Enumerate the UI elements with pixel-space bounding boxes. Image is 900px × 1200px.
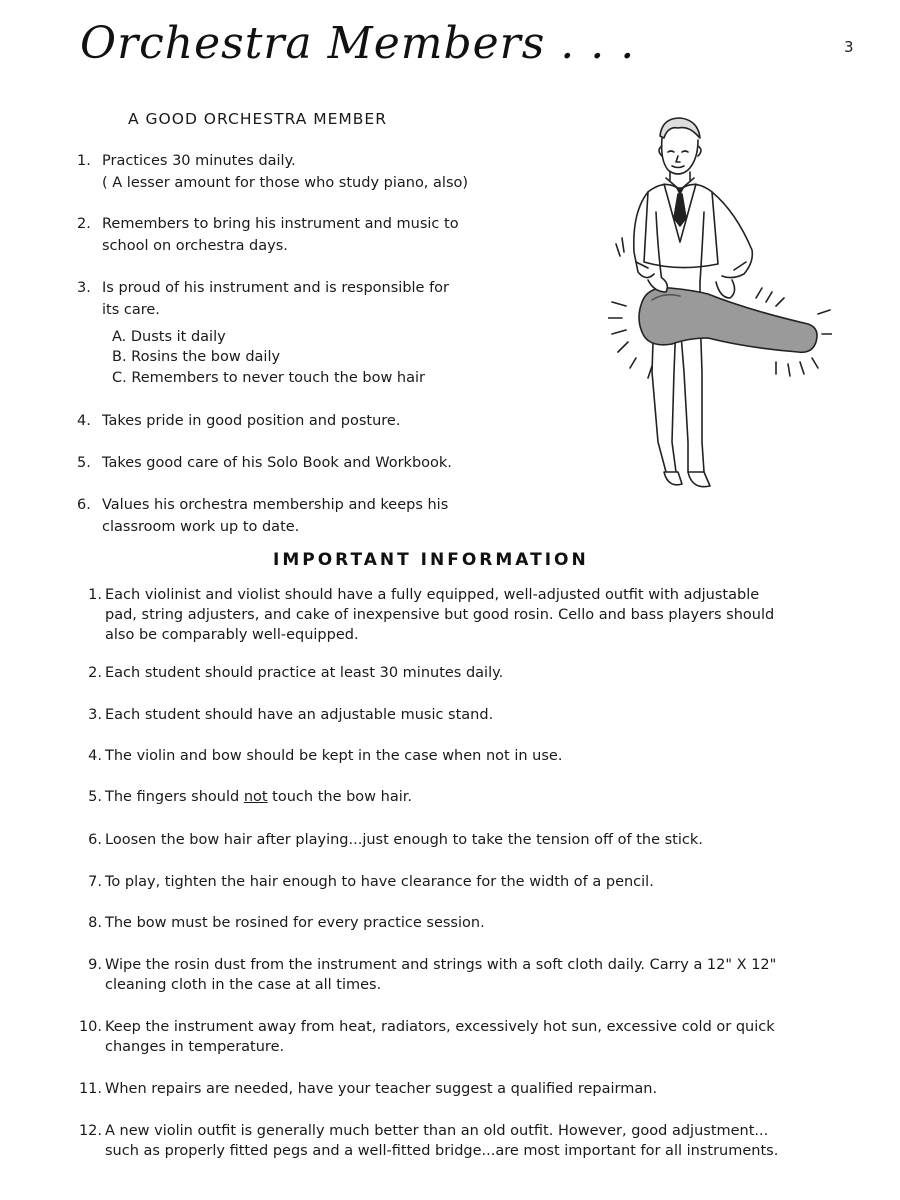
item-number: 6.: [88, 832, 102, 848]
item-number: 9.: [88, 957, 102, 973]
item-number: 5.: [77, 455, 91, 471]
item-number: 2.: [88, 665, 102, 681]
list-item: [79, 1017, 859, 1059]
list-item: [77, 278, 597, 322]
list-item: [79, 830, 859, 852]
item-text: changes in temperature.: [105, 1039, 285, 1055]
item-text-after: touch the bow hair.: [267, 789, 412, 805]
item-text: Remembers to bring his instrument and music to: [102, 216, 459, 232]
list-item: [79, 663, 859, 685]
item-number: 2.: [77, 216, 91, 232]
list-item: [79, 746, 859, 768]
item-text: school on orchestra days.: [102, 238, 288, 254]
item-text: its care.: [102, 302, 160, 318]
list-item: [79, 955, 859, 997]
list-item: [77, 151, 597, 195]
list-item: [77, 495, 597, 539]
item-text: To play, tighten the hair enough to have clearance for the width of a pencil.: [105, 874, 654, 890]
list-item: [79, 872, 859, 894]
list-item: [77, 453, 597, 475]
item-text-before: The fingers should: [105, 789, 244, 805]
item-text: ( A lesser amount for those who study piano, also): [102, 175, 469, 191]
item-text: Takes pride in good position and posture.: [102, 413, 401, 429]
item-text: Keep the instrument away from heat, radiators, excessively hot sun, excessive cold or quick: [105, 1019, 775, 1035]
item-text: such as properly fitted pegs and a well-fitted bridge...are most important for all instruments.: [105, 1143, 779, 1159]
item-text: Wipe the rosin dust from the instrument and strings with a soft cloth daily. Carry a 12" X 12": [105, 957, 777, 973]
list-item: [77, 214, 597, 258]
item-number: 7.: [88, 874, 102, 890]
item-number: 8.: [88, 915, 102, 931]
item-number: 4.: [77, 413, 91, 429]
item-text: [105, 787, 412, 807]
item-number: 11.: [78, 1081, 102, 1097]
list-item: [77, 411, 597, 433]
item-number: 3.: [77, 280, 91, 296]
item-text: Loosen the bow hair after playing...just enough to take the tension off of the stick.: [105, 832, 703, 848]
item-number: 1.: [77, 153, 91, 169]
page-number: 3: [844, 38, 854, 56]
item-text: The bow must be rosined for every practice session.: [105, 915, 485, 931]
care-subitem: B. Rosins the bow daily: [112, 349, 281, 365]
item-text: Each student should practice at least 30 minutes daily.: [105, 665, 504, 681]
important-heading: IMPORTANT INFORMATION: [273, 550, 589, 570]
item-number: 1.: [88, 587, 102, 603]
item-number: 5.: [88, 789, 102, 805]
care-subitem: A. Dusts it daily: [112, 329, 226, 345]
item-text: pad, string adjusters, and cake of inexpensive but good rosin. Cello and bass players should: [105, 607, 775, 623]
list-item: [79, 585, 859, 647]
item-text: Each student should have an adjustable music stand.: [105, 707, 494, 723]
item-text: Is proud of his instrument and is responsible for: [102, 280, 450, 296]
list-item: [79, 1079, 859, 1101]
item-text: The violin and bow should be kept in the case when not in use.: [105, 748, 563, 764]
item-text: Values his orchestra membership and keeps his: [102, 497, 449, 513]
item-text: When repairs are needed, have your teacher suggest a qualified repairman.: [105, 1081, 658, 1097]
item-text: Practices 30 minutes daily.: [102, 153, 296, 169]
good-member-heading: A GOOD ORCHESTRA MEMBER: [128, 110, 387, 128]
page-title: Orchestra Members . . .: [80, 18, 636, 69]
orchestra-member-illustration: [608, 112, 832, 502]
item-text: Takes good care of his Solo Book and Workbook.: [102, 455, 452, 471]
list-item: [79, 913, 859, 935]
emphasis-not: not: [243, 789, 268, 805]
item-text: Each violinist and violist should have a fully equipped, well-adjusted outfit with adjustable: [105, 587, 760, 603]
item-number: 3.: [88, 707, 102, 723]
item-number: 4.: [88, 748, 102, 764]
item-number: 6.: [77, 497, 91, 513]
item-text: cleaning cloth in the case at all times.: [105, 977, 382, 993]
item-number: 10.: [78, 1019, 102, 1035]
item-text: A new violin outfit is generally much better than an old outfit. However, good adjustment...: [105, 1123, 769, 1139]
care-subitem: C. Remembers to never touch the bow hair: [112, 370, 425, 386]
list-item: [79, 1121, 859, 1163]
item-number: 12.: [78, 1123, 102, 1139]
item-text: classroom work up to date.: [102, 519, 300, 535]
item-text: also be comparably well-equipped.: [105, 627, 359, 643]
list-item: [79, 787, 859, 809]
list-item: [79, 705, 859, 727]
